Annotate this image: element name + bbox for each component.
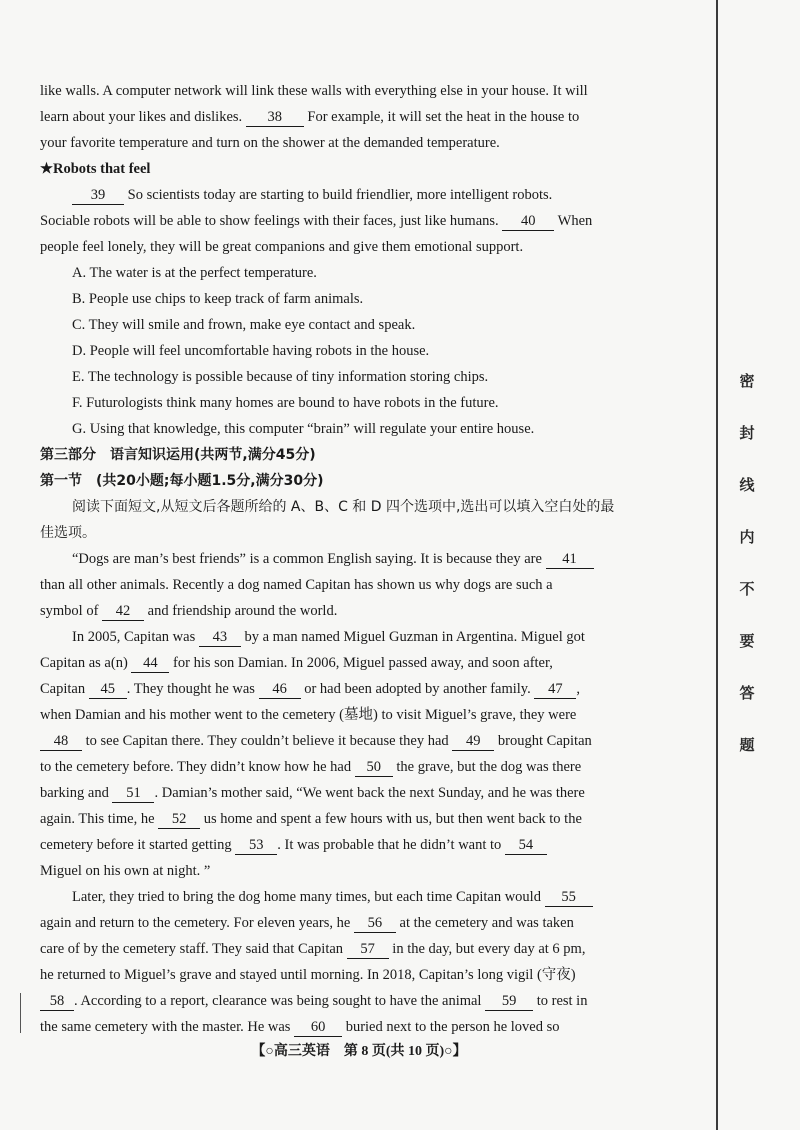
text-line: barking and 51 . Damian’s mother said, “We went back the next Sunday, and he was there <box>40 785 585 801</box>
text-line: Capitan 45 . They thought he was 46 or had been adopted by another family. 47 , <box>40 681 580 697</box>
page-content <box>40 78 690 1040</box>
seal-char: 不 <box>739 580 755 598</box>
seal-char: 密 <box>739 372 755 390</box>
option-a: A. The water is at the perfect temperature. <box>72 265 317 281</box>
blank-58[interactable]: 58 <box>40 992 74 1011</box>
binding-line <box>716 0 718 1130</box>
blank-40[interactable]: 40 <box>502 212 554 231</box>
seal-char: 封 <box>739 424 755 442</box>
blank-51[interactable]: 51 <box>112 784 154 803</box>
blank-45[interactable]: 45 <box>89 680 127 699</box>
text-line: again. This time, he 52 us home and spent a few hours with us, but then went back to the <box>40 811 582 827</box>
text-line: Capitan as a(n) 44 for his son Damian. In 2006, Miguel passed away, and soon after, <box>40 655 553 671</box>
text-line: Sociable robots will be able to show feelings with their faces, just like humans. 40 When <box>40 213 593 229</box>
text-line: when Damian and his mother went to the cemetery (墓地) to visit Miguel’s grave, they were <box>40 707 577 723</box>
text-line: than all other animals. Recently a dog named Capitan has shown us why dogs are such a <box>40 577 553 593</box>
option-e: E. The technology is possible because of tiny information storing chips. <box>72 369 489 385</box>
blank-44[interactable]: 44 <box>131 654 169 673</box>
part-title: 第三部分 语言知识运用(共两节,满分45分) <box>40 447 316 463</box>
option-d: D. People will feel uncomfortable having robots in the house. <box>72 343 430 359</box>
seal-line-notice <box>735 370 759 754</box>
text-line: people feel lonely, they will be great companions and give them emotional support. <box>40 239 524 255</box>
blank-59[interactable]: 59 <box>485 992 533 1011</box>
margin-mark <box>20 993 21 1033</box>
blank-53[interactable]: 53 <box>235 836 277 855</box>
page-footer: 【○高三英语 第 8 页(共 10 页)○】 <box>251 1044 467 1059</box>
text-line: Later, they tried to bring the dog home many times, but each time Capitan would 55 <box>40 884 690 910</box>
blank-48[interactable]: 48 <box>40 732 82 751</box>
text-line: he returned to Miguel’s grave and stayed until morning. In 2018, Capitan’s long vigil (守夜) <box>40 967 576 983</box>
text-line: cemetery before it started getting 53 . It was probable that he didn’t want to 54 <box>40 832 690 858</box>
blank-46[interactable]: 46 <box>259 680 301 699</box>
blank-42[interactable]: 42 <box>102 602 144 621</box>
blank-43[interactable]: 43 <box>199 628 241 647</box>
blank-60[interactable]: 60 <box>294 1018 342 1037</box>
text-line: symbol of 42 and friendship around the world. <box>40 603 338 619</box>
section-title: 第一节 (共20小题;每小题1.5分,满分30分) <box>40 473 324 489</box>
text-line: the same cemetery with the master. He was 60 buried next to the person he loved so <box>40 1019 560 1035</box>
blank-39[interactable]: 39 <box>72 186 124 205</box>
blank-52[interactable]: 52 <box>158 810 200 829</box>
text-line: 48 to see Capitan there. They couldn’t believe it because they had 49 brought Capitan <box>40 728 690 754</box>
blank-38[interactable]: 38 <box>246 108 304 127</box>
seal-char: 要 <box>739 632 755 650</box>
blank-47[interactable]: 47 <box>534 680 576 699</box>
text-line: 58 . According to a report, clearance was being sought to have the animal 59 to rest in <box>40 988 690 1014</box>
text-line: 39 So scientists today are starting to build friendlier, more intelligent robots. <box>40 182 690 208</box>
text-line: In 2005, Capitan was 43 by a man named Miguel Guzman in Argentina. Miguel got <box>72 629 585 645</box>
blank-56[interactable]: 56 <box>354 914 396 933</box>
seal-char: 题 <box>739 736 755 754</box>
seal-char: 答 <box>739 684 755 702</box>
blank-54[interactable]: 54 <box>505 836 547 855</box>
section-heading: ★Robots that feel <box>40 161 151 177</box>
text-line: again and return to the cemetery. For eleven years, he 56 at the cemetery and was taken <box>40 915 574 931</box>
text-line: like walls. A computer network will link these walls with everything else in your house. It will <box>40 83 588 99</box>
blank-49[interactable]: 49 <box>452 732 494 751</box>
blank-57[interactable]: 57 <box>347 940 389 959</box>
text-line: Miguel on his own at night. ” <box>40 863 211 879</box>
text-line: “Dogs are man’s best friends” is a common English saying. It is because they are 41 <box>40 546 690 572</box>
star-icon: ★ <box>40 161 53 177</box>
instruction: 阅读下面短文,从短文后各题所给的 A、B、C 和 D 四个选项中,选出可以填入空白处的最 <box>72 499 615 515</box>
blank-55[interactable]: 55 <box>545 888 593 907</box>
text-line: to the cemetery before. They didn’t know how he had 50 the grave, but the dog was there <box>40 759 582 775</box>
seal-char: 内 <box>739 528 755 546</box>
text-line: care of by the cemetery staff. They said that Capitan 57 in the day, but every day at 6 pm, <box>40 941 586 957</box>
option-b: B. People use chips to keep track of farm animals. <box>72 291 364 307</box>
text-line: your favorite temperature and turn on the shower at the demanded temperature. <box>40 135 500 151</box>
option-f: F. Futurologists think many homes are bound to have robots in the future. <box>72 395 499 411</box>
text-line: learn about your likes and dislikes. 38 For example, it will set the heat in the house to <box>40 109 580 125</box>
blank-50[interactable]: 50 <box>355 758 393 777</box>
option-g: G. Using that knowledge, this computer “brain” will regulate your entire house. <box>72 421 535 437</box>
seal-char: 线 <box>739 476 755 494</box>
blank-41[interactable]: 41 <box>546 550 594 569</box>
instruction: 佳选项。 <box>40 525 96 541</box>
option-c: C. They will smile and frown, make eye contact and speak. <box>72 317 416 333</box>
